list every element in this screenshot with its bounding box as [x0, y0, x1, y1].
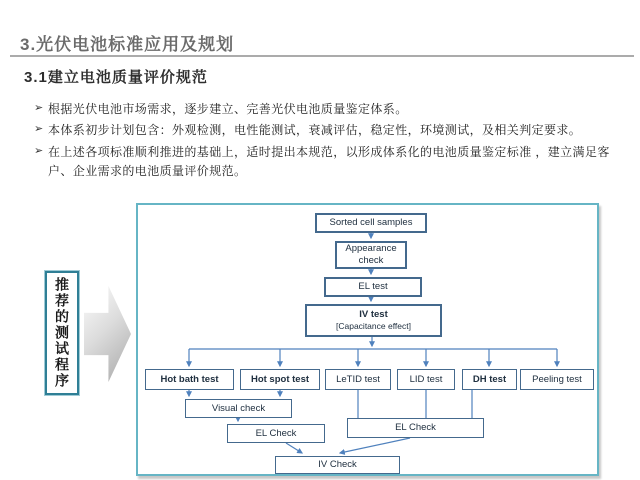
node-label: Peeling test: [532, 373, 582, 385]
node-sublabel: [Capacitance effect]: [336, 321, 411, 332]
node-label: IV Check: [318, 459, 357, 471]
flow-node-sorted-cell-samples: [315, 213, 427, 233]
bullet-marker-icon: ➢: [34, 123, 44, 136]
node-label: EL Check: [395, 422, 436, 434]
flow-node-el-check-left: [227, 424, 325, 443]
bullet-item: [34, 100, 630, 119]
bullet-item: [34, 143, 630, 182]
node-label: Appearance check: [345, 243, 397, 266]
flow-node-letid-test: [325, 369, 391, 390]
flow-node-peeling-test: [520, 369, 594, 390]
title-underline: [10, 55, 634, 57]
bullet-item: [34, 121, 630, 140]
bullet-text: 本体系初步计划包含：外观检测，电性能测试，衰减评估，稳定性，环境测试，及相关判定要求。: [48, 123, 582, 138]
node-label: EL test: [358, 281, 388, 293]
node-label: Sorted cell samples: [329, 217, 413, 229]
node-label: Visual check: [211, 402, 266, 414]
recommended-procedure-label: [45, 271, 79, 395]
node-label: EL Check: [255, 427, 297, 439]
node-label: LeTID test: [336, 373, 380, 385]
node-label: Hot spot test: [250, 373, 310, 385]
flow-node-dh-test: [462, 369, 517, 390]
flow-node-el-check-right: [347, 418, 484, 438]
slide-subtitle: 3.1建立电池质量评价规范: [24, 69, 208, 86]
bullet-list: [34, 100, 630, 184]
flow-node-iv-test: [305, 304, 442, 337]
flow-node-hot-bath-test: [145, 369, 234, 390]
node-label: Hot bath test: [160, 373, 219, 385]
bullet-marker-icon: ➢: [34, 144, 44, 157]
right-block-arrow-icon: [84, 286, 131, 382]
bullet-marker-icon: ➢: [34, 102, 44, 114]
flowchart-container: [136, 203, 599, 476]
node-label: LID test: [409, 373, 443, 385]
bullet-text: 在上述各项标准顺利推进的基础上，适时提出本规范，以形成体系化的电池质量鉴定标准 ，建立满足客户、企业需求的电池质量评价规范。: [48, 144, 610, 179]
flow-node-lid-test: [397, 369, 455, 390]
flow-node-appearance-check: [335, 241, 407, 269]
slide-title: 3.光伏电池标准应用及规划: [20, 35, 235, 54]
node-label: DH test: [472, 373, 507, 385]
node-label: IV test: [359, 309, 388, 321]
flow-node-el-test: [324, 277, 422, 297]
bullet-text: 根据光伏电池市场需求，逐步建立、完善光伏电池质量鉴定体系。: [48, 102, 408, 116]
side-label-text: 推荐的测试程序: [54, 277, 70, 389]
flow-node-visual-check: [185, 399, 292, 418]
flow-node-hot-spot-test: [240, 369, 320, 390]
flow-node-iv-check: [275, 456, 400, 474]
